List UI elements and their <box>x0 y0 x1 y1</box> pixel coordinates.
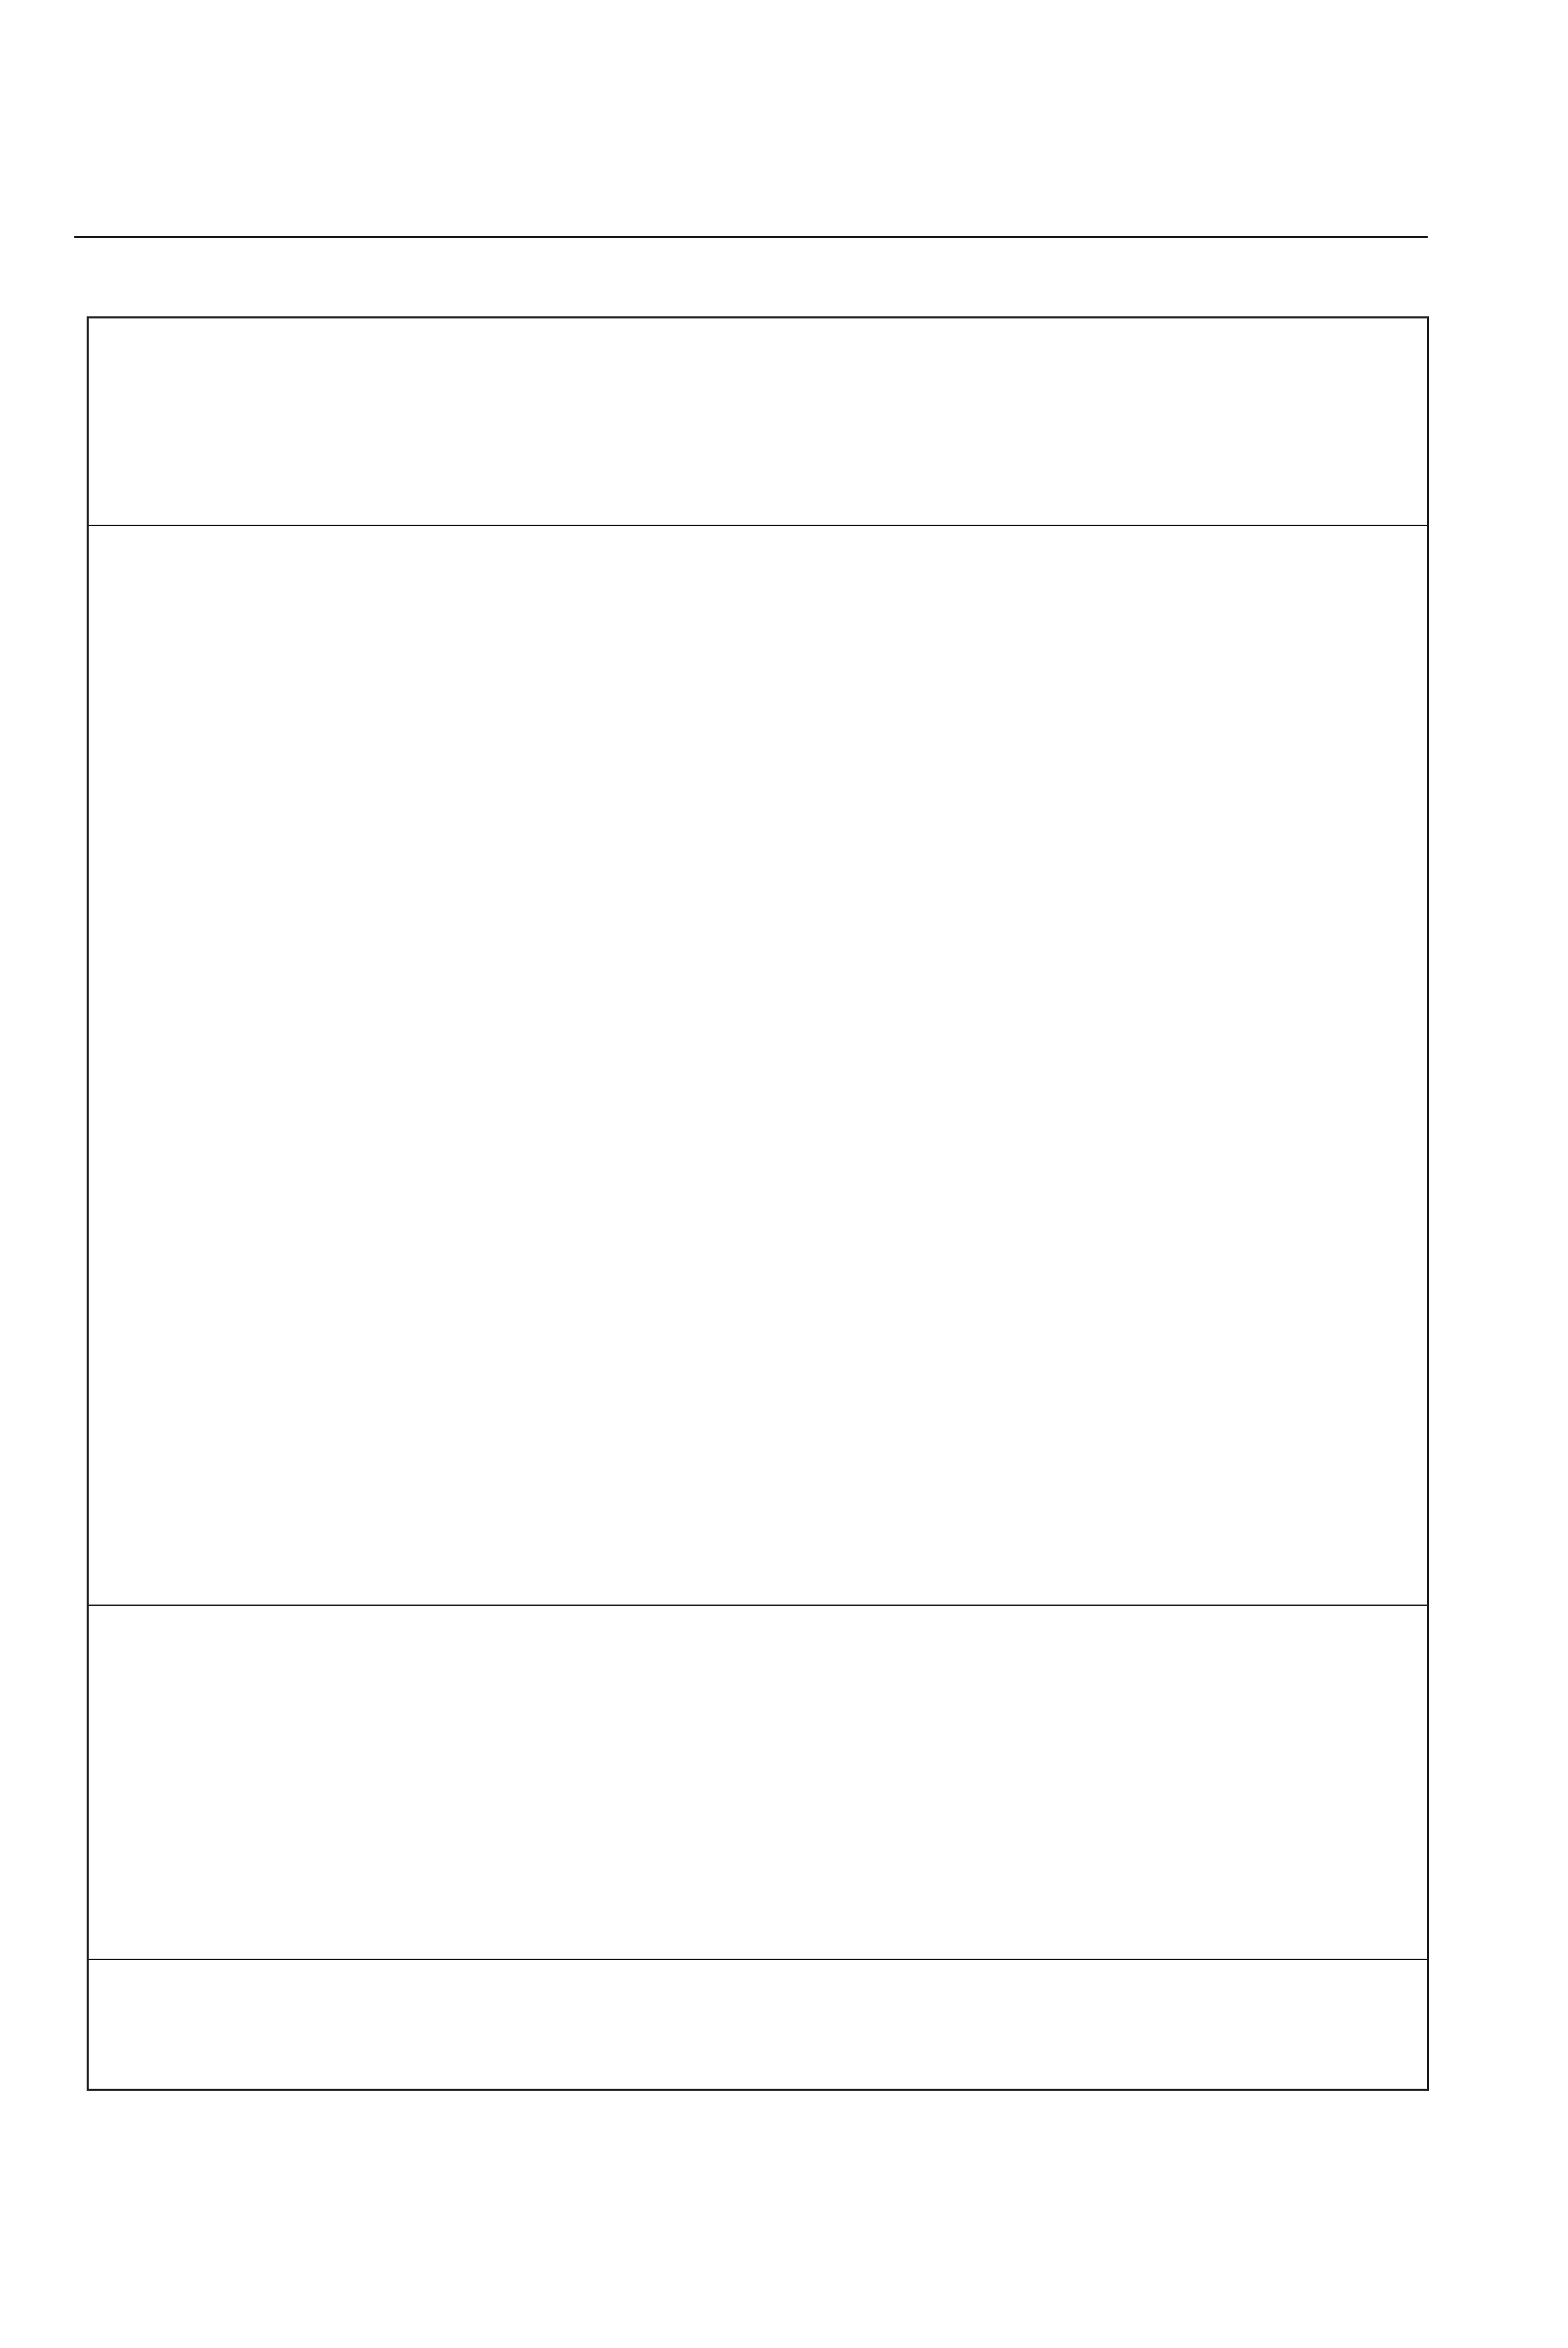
summary-divider <box>89 1605 1427 1606</box>
data-table-frame <box>87 316 1429 2091</box>
notes-divider <box>89 1959 1427 1960</box>
header-rule <box>74 236 1428 238</box>
section-divider <box>89 525 1427 526</box>
